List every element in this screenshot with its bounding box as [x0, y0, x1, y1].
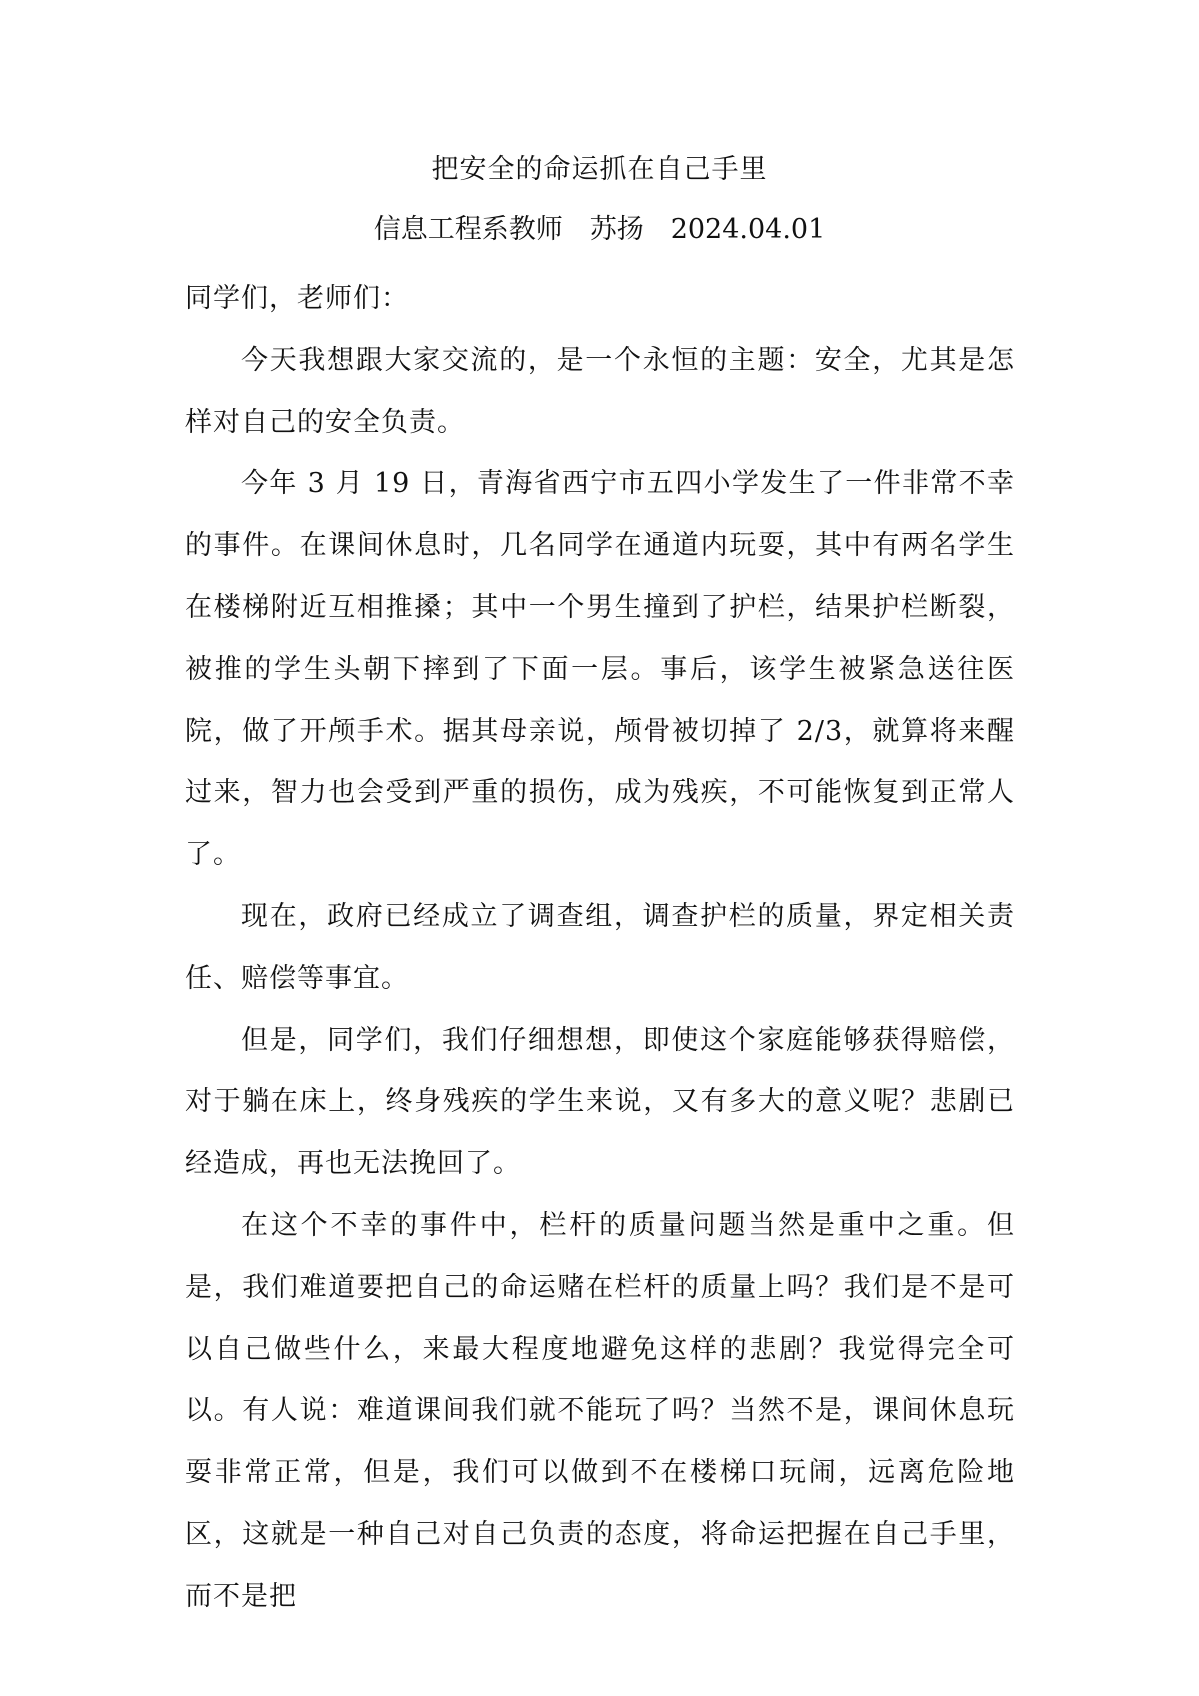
salutation: 同学们，老师们：	[185, 283, 409, 314]
paragraph: 现在，政府已经成立了调查组，调查护栏的质量，界定相关责任、赔偿等事宜。	[185, 900, 1015, 994]
document-title: 把安全的命运抓在自己手里	[431, 154, 768, 185]
paragraph: 在这个不幸的事件中，栏杆的质量问题当然是重中之重。但是，我们难道要把自己的命运赌在栏杆的质量上吗？我们是不是可以自己做些什么，来最大程度地避免这样的悲剧？我觉得完全可以。有人说：难道课间我们就不能玩了吗？当然不是，课间休息玩耍非常正常，但是，我们可以做到不在楼梯口玩闹，远离危险地区，这就是一种自己对自己负责的态度，将命运把握在自己手里，而不是把	[185, 1209, 1015, 1612]
document-byline: 信息工程系教师 苏扬 2024.04.01	[373, 214, 826, 245]
paragraph: 但是，同学们，我们仔细想想，即使这个家庭能够获得赔偿，对于躺在床上，终身残疾的学生来说，又有多大的意义呢？悲剧已经造成，再也无法挽回了。	[185, 1024, 1015, 1180]
document-body	[185, 268, 1015, 1628]
paragraph: 今天我想跟大家交流的，是一个永恒的主题：安全，尤其是怎样对自己的安全负责。	[185, 344, 1015, 438]
paragraph: 今年 3 月 19 日，青海省西宁市五四小学发生了一件非常不幸的事件。在课间休息时，几名同学在通道内玩耍，其中有两名学生在楼梯附近互相推搡；其中一个男生撞到了护栏，结果护栏断裂，被推的学生头朝下摔到了下面一层。事后，该学生被紧急送往医院，做了开颅手术。据其母亲说，颅骨被切掉了 2/3，就算将来醒过来，智力也会受到严重的损伤，成为残疾，不可能恢复到正常人了。	[185, 468, 1015, 871]
